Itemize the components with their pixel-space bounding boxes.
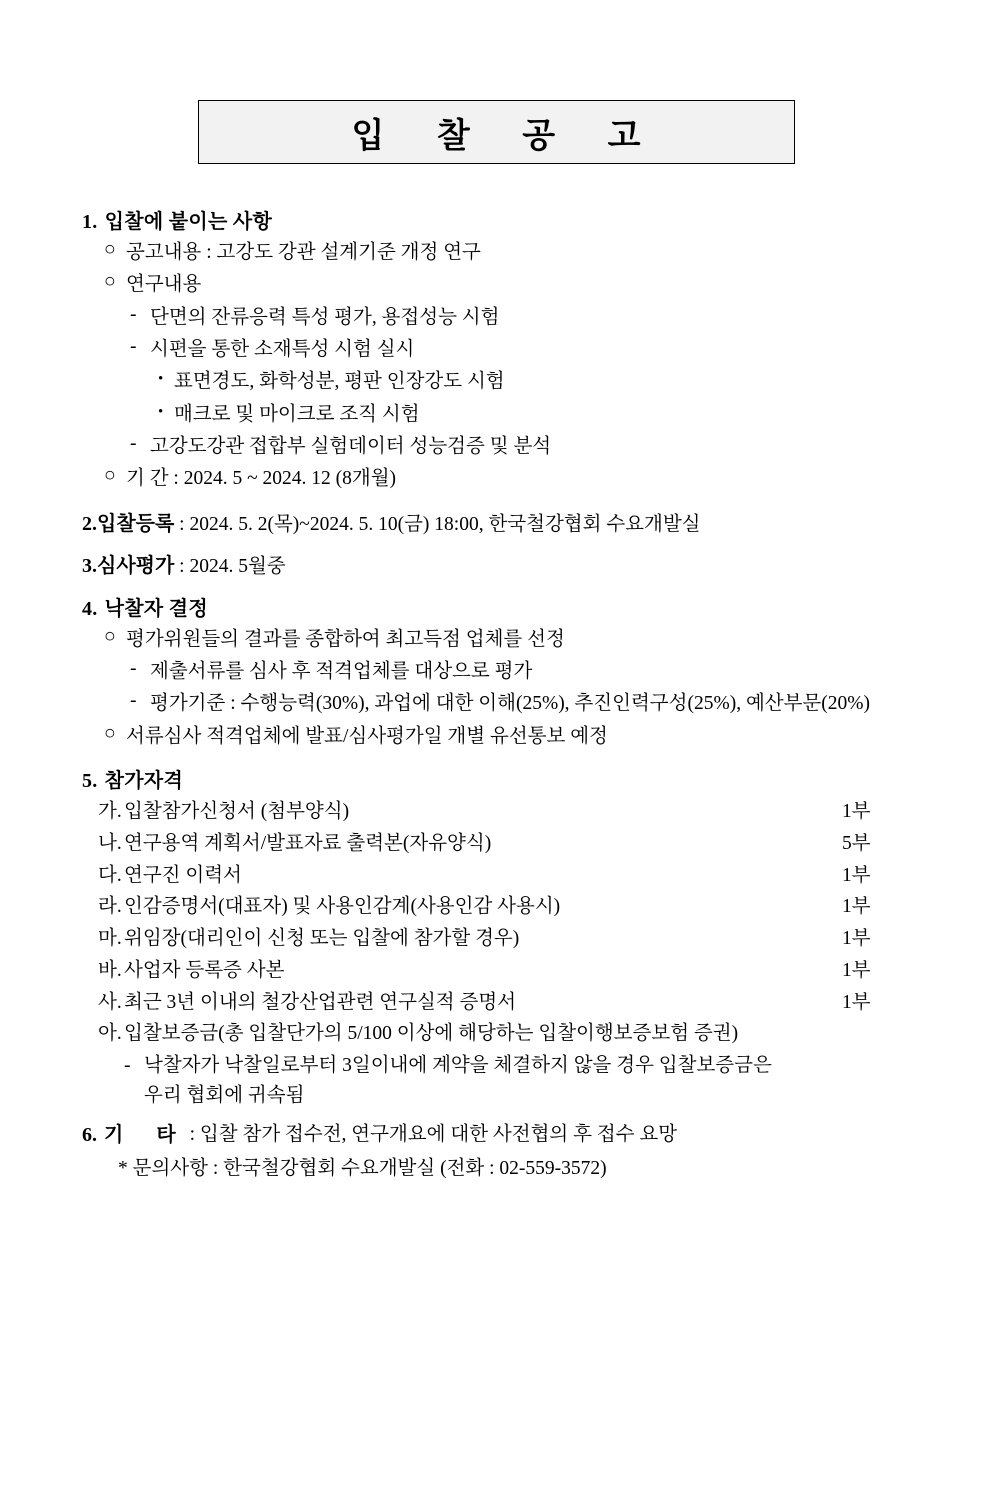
- qualification-label: 아.: [98, 1023, 122, 1045]
- bullet-circle-icon: ○: [104, 625, 116, 647]
- qualification-text: 연구용역 계획서/발표자료 출력본(자유양식): [124, 832, 492, 854]
- list-item: [104, 724, 932, 749]
- qualification-count: 1부: [842, 896, 871, 918]
- list-item-text: 표면경도, 화학성분, 평판 인장강도 시험: [174, 371, 505, 393]
- bullet-circle-icon: ○: [104, 465, 116, 487]
- section-heading-4: [82, 599, 932, 619]
- section-heading-5: [82, 771, 932, 791]
- qualification-count: 1부: [842, 928, 871, 950]
- qualification-row: [98, 958, 932, 984]
- list-item: [104, 272, 932, 297]
- section-text-6: : 입찰 참가 접수전, 연구개요에 대한 사전협의 후 접수 요망: [189, 1124, 678, 1146]
- document-page: [0, 100, 992, 1503]
- section-number-2: 2.: [82, 512, 97, 535]
- document-body: [0, 212, 992, 1182]
- bullet-dash-icon: -: [130, 658, 137, 680]
- section-number-1: 1.: [82, 211, 98, 233]
- list-item-text: 공고내용 : 고강도 강관 설계기준 개정 연구: [126, 242, 481, 263]
- section-title-5: 참가자격: [104, 770, 184, 793]
- qualification-count: 1부: [842, 959, 871, 981]
- qualification-row: [98, 926, 932, 952]
- section-number-5: 5.: [82, 770, 98, 793]
- section-text-3: : 2024. 5월중: [174, 556, 286, 578]
- bullet-dash-icon: -: [130, 336, 137, 358]
- qualification-text: 인감증명서(대표자) 및 사용인감계(사용인감 사용시): [124, 896, 561, 918]
- list-item-text: 평가위원들의 결과를 종합하여 최고득점 업체를 선정: [126, 628, 565, 650]
- section-title-6: 기 타: [104, 1124, 190, 1147]
- qualification-label: 마.: [98, 928, 122, 950]
- section-text-2: : 2024. 5. 2(목)~2024. 5. 10(금) 18:00, 한국철강협회 수요개발실: [174, 513, 701, 535]
- list-item-text: 시편을 통한 소재특성 시험 실시: [150, 339, 415, 361]
- title-box: [198, 100, 795, 164]
- list-item: [158, 402, 932, 427]
- list-item: [104, 627, 932, 652]
- list-item-text: 연구내용: [126, 274, 202, 296]
- list-item: [104, 466, 932, 491]
- list-item: [130, 691, 932, 716]
- bullet-circle-icon: ○: [104, 271, 116, 293]
- qualification-row: [98, 894, 932, 920]
- title-container: [0, 100, 992, 164]
- qualification-row: [98, 990, 932, 1016]
- qualification-text: 최근 3년 이내의 철강산업관련 연구실적 증명서: [124, 991, 517, 1013]
- list-item: [130, 659, 932, 684]
- qualification-count: 5부: [842, 832, 871, 854]
- qualification-row: [98, 799, 932, 825]
- section-number-3: 3.: [82, 555, 97, 578]
- bullet-dot-icon: •: [158, 371, 164, 388]
- qualification-row: [98, 863, 932, 889]
- list-item: [158, 369, 932, 394]
- footnote-contact: * 문의사항 : 한국철강협회 수요개발실 (전화 : 02-559-3572): [118, 1158, 607, 1180]
- qualification-row: [98, 831, 932, 857]
- list-item-text: 매크로 및 마이크로 조직 시험: [174, 403, 420, 425]
- list-item: [130, 305, 932, 330]
- page-title: 입 찰 공 고: [351, 117, 663, 155]
- bullet-dash-icon: -: [130, 690, 137, 712]
- qualification-label: 바.: [98, 959, 122, 981]
- qualification-count: 1부: [842, 801, 871, 823]
- section-title-4: 낙찰자 결정: [104, 597, 209, 620]
- list-item-text: 기 간 : 2024. 5 ~ 2024. 12 (8개월): [126, 468, 397, 490]
- qualification-count: 1부: [842, 991, 871, 1013]
- qualification-count: 1부: [842, 864, 871, 886]
- qualification-text: 입찰참가신청서 (첨부양식): [124, 801, 350, 823]
- qualification-label: 나.: [98, 832, 122, 854]
- qualification-text: 연구진 이력서: [124, 864, 242, 886]
- section-title-2: 입찰등록: [97, 512, 175, 535]
- list-item-text: 제출서류를 심사 후 적격업체를 대상으로 평가: [150, 661, 533, 683]
- list-item-text: 단면의 잔류응력 특성 평가, 용접성능 시험: [150, 306, 500, 328]
- section-title-3: 심사평가: [97, 555, 175, 578]
- qualification-note-continued: 우리 협회에 귀속됨: [144, 1084, 305, 1106]
- list-item: [104, 240, 932, 265]
- list-item-text: 평가기준 : 수행능력(30%), 과업에 대한 이해(25%), 추진인력구성(25%), 예산부문(20%): [150, 693, 871, 715]
- list-item-text: 서류심사 적격업체에 발표/심사평가일 개별 유선통보 예정: [126, 725, 608, 747]
- qualification-label: 가.: [98, 801, 122, 823]
- qualification-label: 사.: [98, 991, 122, 1013]
- bullet-circle-icon: ○: [104, 239, 116, 260]
- qualification-label: 다.: [98, 864, 122, 886]
- list-item-text: 고강도강관 접합부 실험데이터 성능검증 및 분석: [150, 436, 552, 458]
- qualification-note: [124, 1053, 932, 1079]
- section-heading-3: [82, 556, 932, 577]
- bullet-dash-icon: -: [130, 303, 137, 325]
- section-number-4: 4.: [82, 597, 98, 620]
- qualification-text: 입찰보증금(총 입찰단가의 5/100 이상에 해당하는 입찰이행보증보험 증권): [124, 1023, 739, 1045]
- bullet-dot-icon: •: [158, 403, 164, 420]
- qualification-text: 사업자 등록증 사본: [124, 959, 285, 981]
- bullet-circle-icon: ○: [104, 722, 116, 744]
- section-heading-2: [82, 514, 932, 535]
- list-item: [130, 434, 932, 459]
- section-title-1: 입찰에 붙이는 사항: [104, 211, 273, 233]
- qualification-count: [828, 1021, 932, 1047]
- section-heading-1: [82, 212, 932, 232]
- bullet-dash-icon: -: [130, 433, 137, 455]
- list-item: [130, 337, 932, 362]
- qualification-label: 라.: [98, 896, 122, 918]
- bullet-dash-icon: -: [124, 1055, 131, 1076]
- qualification-note-text: 낙찰자가 낙찰일로부터 3일이내에 계약을 체결하지 않을 경우 입찰보증금은: [144, 1055, 772, 1076]
- qualification-text: 위임장(대리인이 신청 또는 입찰에 참가할 경우): [124, 928, 520, 950]
- section-heading-6: [82, 1122, 932, 1148]
- qualification-row: [98, 1021, 932, 1047]
- section-number-6: 6.: [82, 1124, 97, 1147]
